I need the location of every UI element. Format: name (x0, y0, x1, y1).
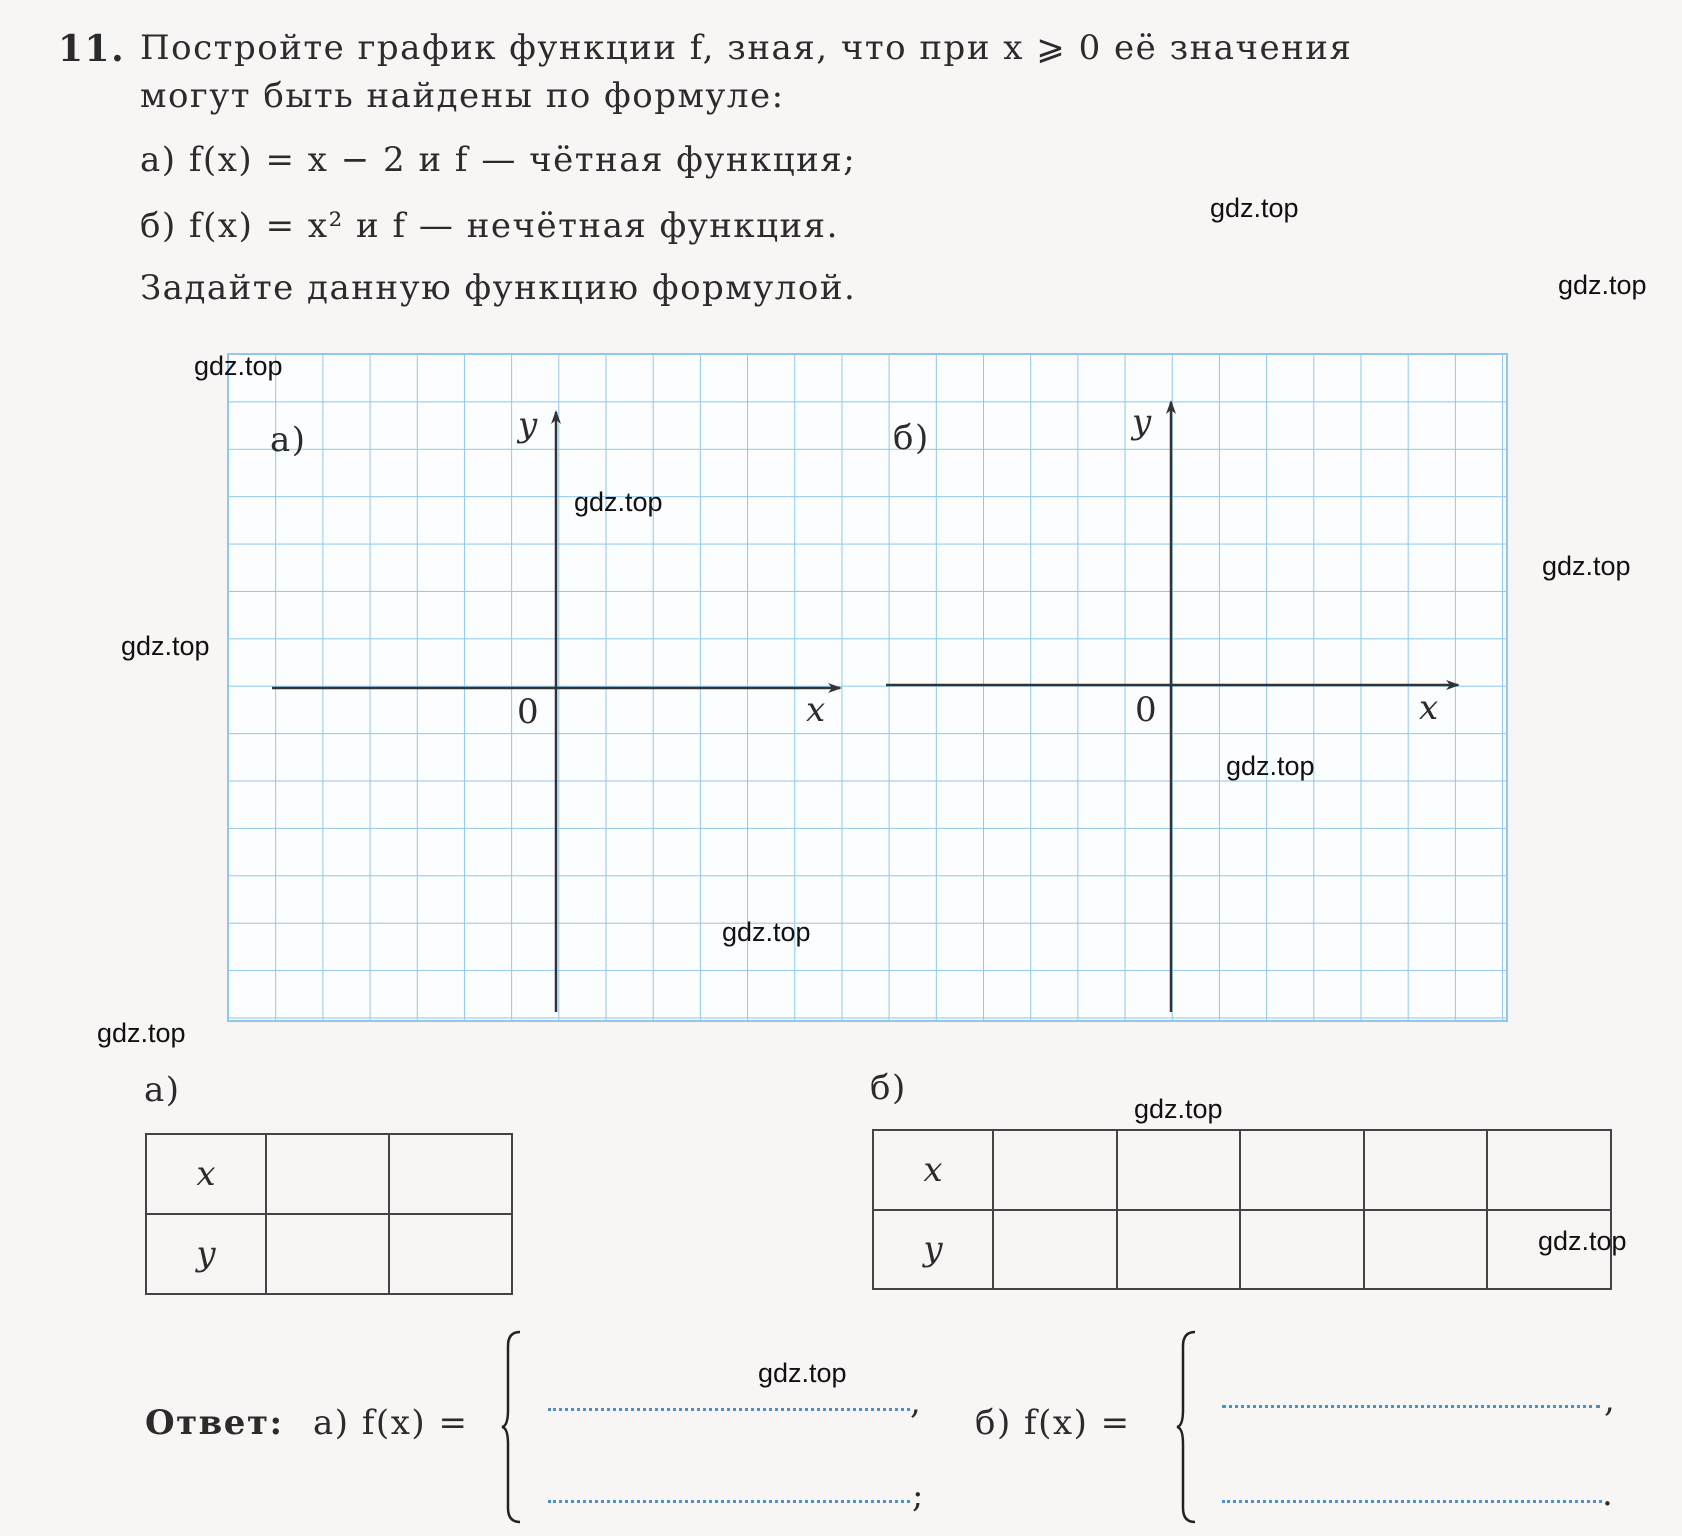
answer-b-brace (1175, 1330, 1199, 1524)
answer-b-period: . (1602, 1474, 1615, 1514)
watermark: gdz.top (121, 631, 210, 661)
watermark: gdz.top (97, 1018, 186, 1048)
graph-a-y-label: y (518, 405, 539, 445)
table-b-cell[interactable] (1117, 1210, 1241, 1290)
problem-number: 11. (58, 28, 126, 70)
answer-part-b: б) f(x) = (975, 1403, 1131, 1443)
problem-part-b: б) f(x) = x² и f — нечётная функция. (140, 206, 839, 246)
table-b-cell[interactable] (1364, 1130, 1488, 1210)
answer-a-comma: , (910, 1382, 923, 1422)
graph-b-axes (886, 402, 1458, 1012)
table-b-cell[interactable] (993, 1130, 1117, 1210)
table-a (145, 1133, 513, 1295)
table-b-row-y (873, 1210, 1611, 1290)
table-b-cell[interactable] (993, 1210, 1117, 1290)
table-b-label: б) (870, 1068, 907, 1108)
table-b-cell[interactable] (1364, 1210, 1488, 1290)
table-b-cell[interactable] (1240, 1130, 1364, 1210)
answer-a-line-2[interactable] (548, 1500, 910, 1503)
graph-b-origin: 0 (1135, 690, 1159, 730)
table-b-cell[interactable] (1487, 1130, 1611, 1210)
answer-a-line-1[interactable] (548, 1408, 910, 1411)
watermark: gdz.top (758, 1358, 847, 1388)
graph-a-origin: 0 (517, 692, 541, 732)
table-b-cell[interactable] (1117, 1130, 1241, 1210)
watermark: gdz.top (194, 351, 283, 381)
watermark: gdz.top (574, 487, 663, 517)
table-a-label: а) (144, 1070, 181, 1110)
graph-a-x-label: x (806, 690, 827, 730)
table-b-cell[interactable] (1240, 1210, 1364, 1290)
watermark: gdz.top (722, 917, 811, 947)
answer-b-comma: , (1604, 1380, 1617, 1420)
table-b-y-header: y (873, 1210, 993, 1290)
watermark: gdz.top (1558, 270, 1647, 300)
table-a-cell[interactable] (266, 1214, 389, 1294)
problem-line-1: Постройте график функции f, зная, что при x ⩾ 0 её значения (140, 28, 1353, 68)
table-b-row-x (873, 1130, 1611, 1210)
table-a-row-x (146, 1134, 512, 1214)
problem-part-a: а) f(x) = x − 2 и f — чётная функция; (140, 140, 857, 180)
answer-label: Ответ: (145, 1403, 284, 1443)
graph-b-label: б) (893, 418, 930, 458)
graph-b-y-label: y (1132, 402, 1153, 442)
problem-instruction: Задайте данную функцию формулой. (140, 268, 857, 308)
graph-b-x-label: x (1419, 688, 1440, 728)
table-a-x-header: x (146, 1134, 266, 1214)
watermark: gdz.top (1134, 1094, 1223, 1124)
answer-a-brace (500, 1330, 524, 1524)
answer-b-line-1[interactable] (1222, 1405, 1600, 1408)
table-a-cell[interactable] (389, 1214, 512, 1294)
watermark: gdz.top (1210, 193, 1299, 223)
table-a-cell[interactable] (266, 1134, 389, 1214)
answer-b-line-2[interactable] (1222, 1500, 1602, 1503)
graph-a-label: а) (270, 420, 307, 460)
table-a-row-y (146, 1214, 512, 1294)
watermark: gdz.top (1538, 1226, 1627, 1256)
answer-a-semicolon: ; (912, 1476, 925, 1516)
table-b (872, 1129, 1612, 1290)
answer-part-a: а) f(x) = (313, 1403, 469, 1443)
table-a-y-header: y (146, 1214, 266, 1294)
watermark: gdz.top (1226, 751, 1315, 781)
watermark: gdz.top (1542, 551, 1631, 581)
table-b-x-header: x (873, 1130, 993, 1210)
problem-line-2: могут быть найдены по формуле: (140, 76, 785, 116)
table-a-cell[interactable] (389, 1134, 512, 1214)
